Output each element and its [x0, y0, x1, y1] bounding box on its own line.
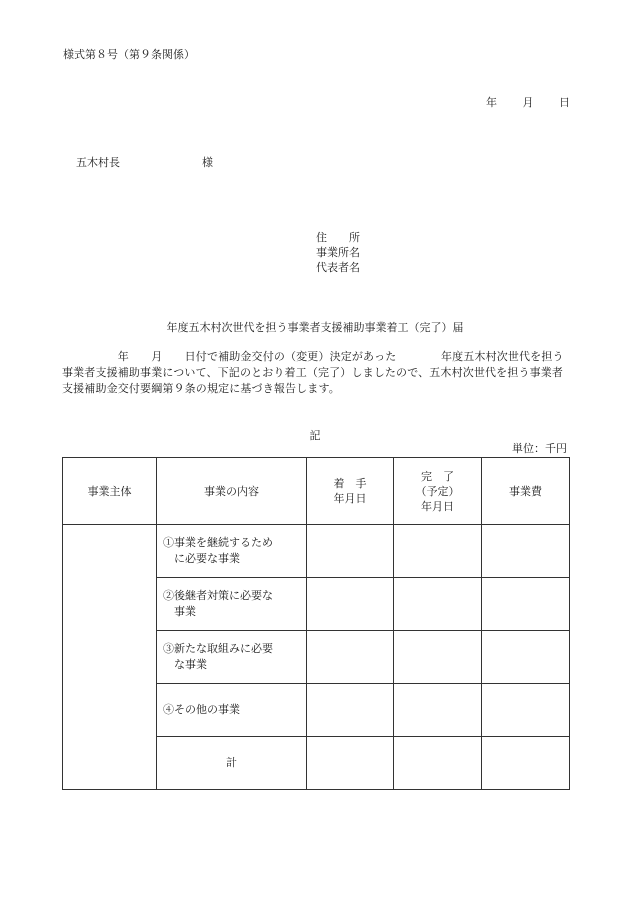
date-year-label: 年	[486, 96, 497, 109]
header-start-line1: 着 手	[333, 477, 367, 490]
item-cell	[157, 578, 307, 631]
business-name-label: 事業所名	[316, 246, 360, 259]
ki-heading: 記	[309, 429, 321, 442]
cost-cell[interactable]	[482, 631, 570, 684]
item-label-line2: な事業	[174, 658, 207, 671]
date-month-label: 月	[522, 96, 534, 109]
complete-date-cell[interactable]	[394, 578, 482, 631]
addressee-name: 五木村長	[76, 156, 120, 169]
item-cell	[157, 525, 307, 578]
item-label-line1: ③新たな取組みに必要	[163, 642, 273, 655]
date-day-label: 日	[559, 96, 570, 109]
header-content: 事業の内容	[157, 458, 307, 525]
report-table	[62, 457, 570, 790]
item-label-line2: に必要な事業	[174, 552, 240, 565]
header-complete-line1: 完 了	[421, 469, 454, 483]
header-complete-date	[394, 458, 482, 525]
entity-cell[interactable]	[63, 525, 157, 790]
header-complete-line2: （予定）	[415, 484, 460, 498]
representative-label: 代表者名	[316, 261, 360, 274]
item-cell	[157, 631, 307, 684]
total-label: 計	[157, 737, 307, 790]
body-paragraph: 年 月 日付で補助金交付の（変更）決定があった 年度五木村次世代を担う事業者支援補助事業について、下記のとおり着工（完了）しましたので、五木村次世代を担う事業者支援補助金交付要綱第９条の規定に基づき報告します。	[62, 350, 564, 395]
item-label-line1: ④その他の事業	[163, 703, 240, 716]
cost-cell[interactable]	[482, 578, 570, 631]
header-cost: 事業費	[482, 458, 570, 525]
header-complete-line3: 年月日	[421, 499, 454, 513]
item-label-line1: ①事業を継続するため	[163, 536, 273, 549]
item-label-line1: ②後継者対策に必要な	[163, 589, 273, 602]
start-date-cell[interactable]	[307, 525, 394, 578]
start-date-cell[interactable]	[307, 631, 394, 684]
header-entity: 事業主体	[63, 458, 157, 525]
item-cell	[157, 684, 307, 737]
header-start-date	[307, 458, 394, 525]
cost-cell[interactable]	[482, 525, 570, 578]
addressee-honorific: 様	[202, 156, 213, 169]
cost-cell[interactable]	[482, 684, 570, 737]
total-cost-cell[interactable]	[482, 737, 570, 790]
submission-date	[486, 95, 570, 110]
total-complete-cell[interactable]	[394, 737, 482, 790]
document-title: 年度五木村次世代を担う事業者支援補助事業着工（完了）届	[166, 321, 464, 334]
form-number: 様式第８号（第９条関係）	[63, 48, 195, 61]
start-date-cell[interactable]	[307, 578, 394, 631]
header-start-line2: 年月日	[333, 492, 367, 505]
table-header-row	[63, 458, 570, 525]
complete-date-cell[interactable]	[394, 684, 482, 737]
complete-date-cell[interactable]	[394, 631, 482, 684]
unit-label: 単位：千円	[512, 442, 567, 455]
table-row	[63, 525, 570, 578]
applicant-block	[316, 230, 360, 275]
item-label-line2: 事業	[174, 605, 196, 618]
start-date-cell[interactable]	[307, 684, 394, 737]
address-label: 住 所	[316, 231, 360, 244]
complete-date-cell[interactable]	[394, 525, 482, 578]
total-start-cell[interactable]	[307, 737, 394, 790]
addressee	[76, 155, 213, 170]
